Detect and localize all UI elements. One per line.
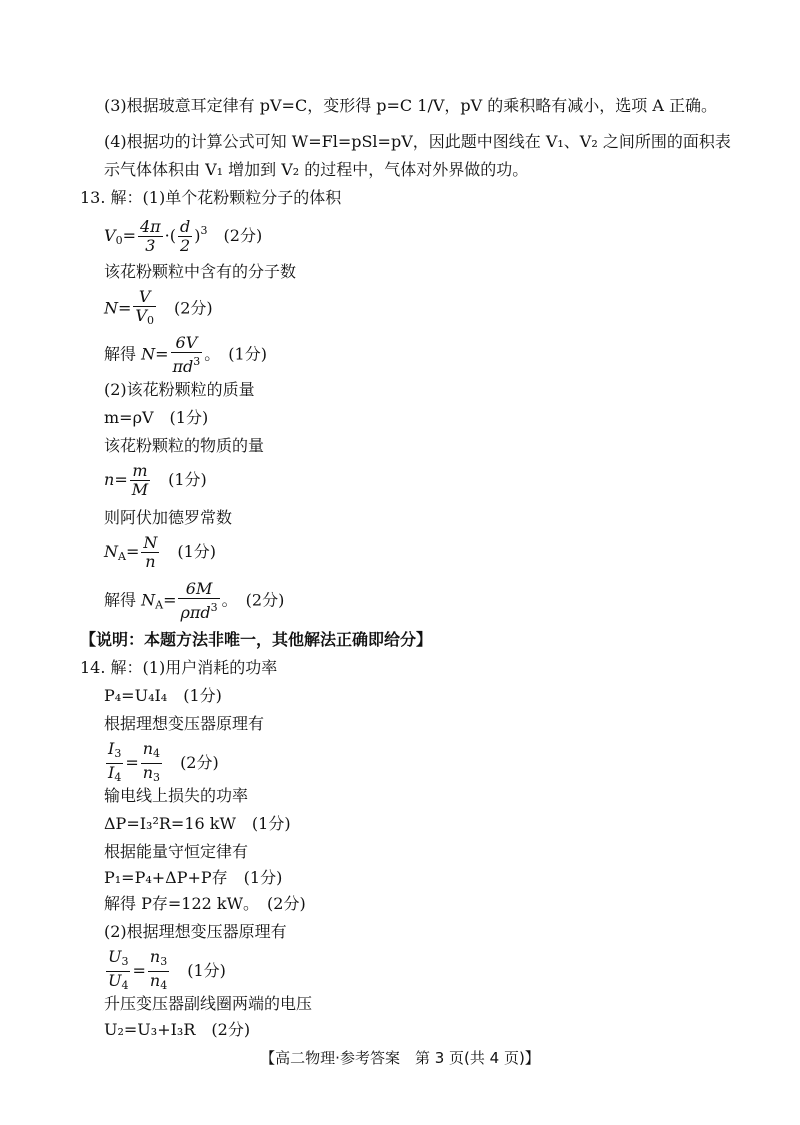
- q14-p1: P₁=P₄+ΔP+P存 (1分): [104, 868, 283, 887]
- q14-text-5: (2)根据理想变压器原理有: [104, 922, 287, 941]
- q14-ratio-2-score: (1分): [187, 961, 226, 980]
- q14-ratio-2: $\frac{U_3}{U_4}$ = $\frac{n_3}{n_4}$ (1分): [104, 948, 226, 995]
- q14-text-2: 根据理想变压器原理有: [104, 714, 265, 733]
- q14-solve: 解得 P存=122 kW。 (2分): [104, 894, 306, 913]
- item-4-text-b: 示气体体积由 V₁ 增加到 V₂ 的过程中，气体对外界做的功。: [104, 160, 529, 179]
- q13-nmol-score: (1分): [168, 470, 207, 489]
- q13-nmol-formula: n= $\frac{m}{M}$ (1分): [104, 461, 207, 499]
- q13-na-formula: $N_A=$ $\frac{N}{n}$ (1分): [104, 533, 217, 571]
- q13-solve-1-score: (1分): [228, 344, 267, 364]
- q13-text-4: 该花粉颗粒的物质的量: [104, 436, 265, 455]
- q13-solve-1-prefix: 解得: [104, 344, 137, 364]
- q13-text-5: 则阿伏加德罗常数: [104, 508, 233, 527]
- q14-heading: 14. 解：(1)用户消耗的功率: [80, 658, 278, 677]
- q14-ratio-1: $\frac{I_3}{I_4}$ = $\frac{n_4}{n_3}$ (2分): [104, 740, 219, 787]
- q14-text-3: 输电线上损失的功率: [104, 786, 249, 805]
- q13-text-2: 该花粉颗粒中含有的分子数: [104, 262, 297, 281]
- q14-p4: P₄=U₄I₄ (1分): [104, 686, 222, 705]
- page-footer: 【高二物理·参考答案 第 3 页(共 4 页)】: [260, 1049, 540, 1067]
- q13-na-score: (1分): [177, 542, 217, 561]
- item-4-text-a: (4)根据功的计算公式可知 W=Fl=pSl=pV，因此题中图线在 V₁、V₂ 之间所围的面积表: [104, 132, 731, 151]
- q13-solve-2-prefix: 解得: [104, 590, 137, 610]
- q13-solve-2-score: (2分): [245, 590, 285, 610]
- q13-solve-2: 解得 $N_A=$ $\frac{6M}{\rho\pi d^3}$ 。 (2分): [104, 579, 285, 622]
- q13-n-score: (2分): [173, 298, 213, 318]
- q13-v0-score: (2分): [223, 226, 263, 245]
- q14-dp: ΔP=I₃²R=16 kW (1分): [104, 814, 291, 833]
- q13-solve-1: 解得 N= $\frac{6V}{\pi d^3}$ 。 (1分): [104, 333, 267, 376]
- q14-text-4: 根据能量守恒定律有: [104, 842, 249, 861]
- q14-u2: U₂=U₃+I₃R (2分): [104, 1020, 251, 1039]
- item-3-text: (3)根据玻意耳定律有 pV=C，变形得 p=C 1/V，pV 的乘积略有减小，选项 A 正确。: [104, 96, 717, 115]
- q13-text-3: (2)该花粉颗粒的质量: [104, 380, 255, 399]
- q13-n-formula: N= $\frac{V}{V_0}$ (2分): [104, 288, 213, 330]
- q13-v0-formula: $V_0=$ $\frac{4\pi}{3}$ ·( $\frac{d}{2}$ )$^3$ (2分): [104, 217, 263, 255]
- q13-heading: 13. 解：(1)单个花粉颗粒分子的体积: [80, 188, 342, 207]
- q14-ratio-1-score: (2分): [180, 753, 219, 772]
- q13-note: 【说明：本题方法非唯一，其他解法正确即给分】: [80, 630, 433, 649]
- q13-mass: m=ρV (1分): [104, 408, 209, 427]
- q14-text-6: 升压变压器副线圈两端的电压: [104, 994, 313, 1013]
